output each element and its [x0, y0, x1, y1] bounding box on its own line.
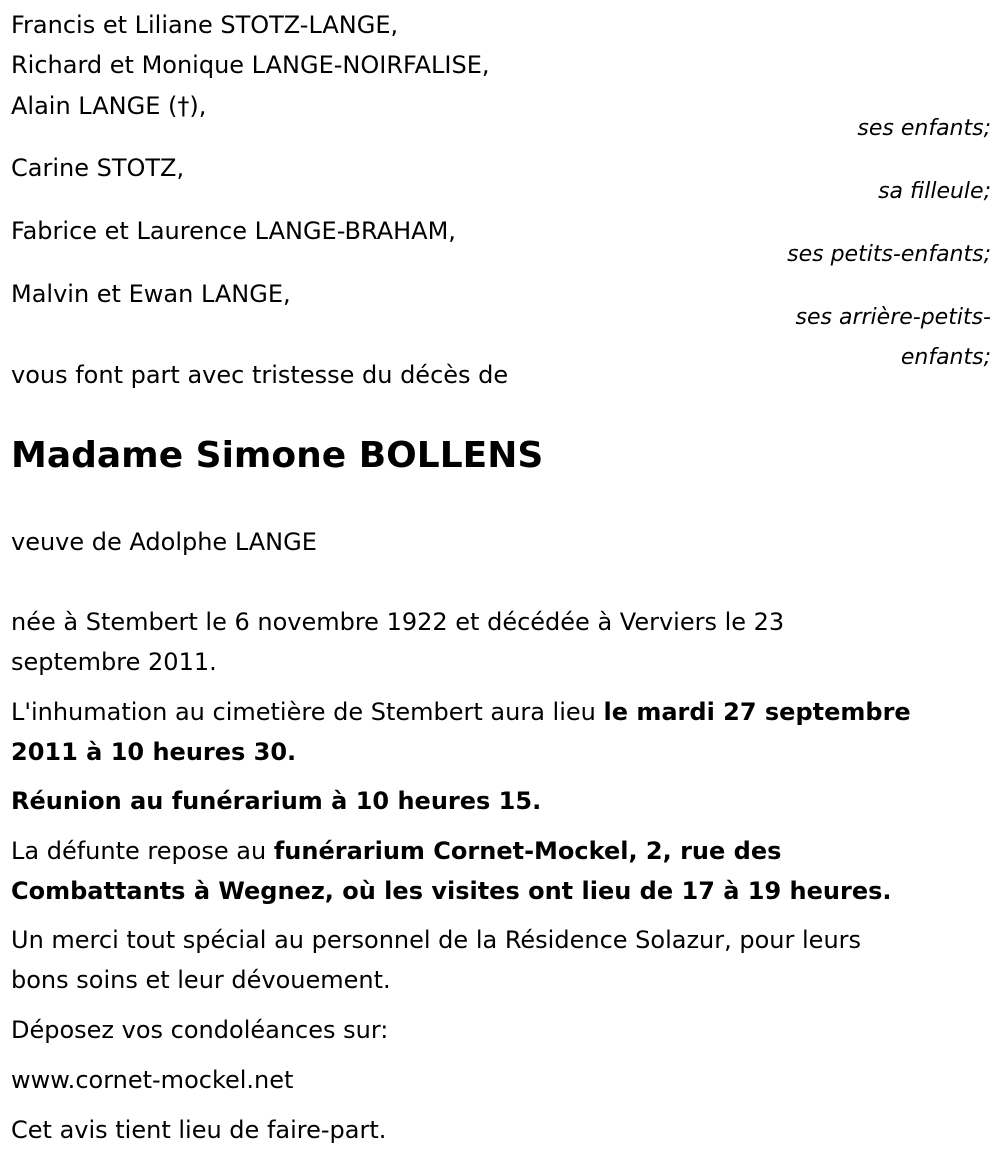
birth-death-line2: septembre 2011. — [11, 648, 217, 676]
widow-of: veuve de Adolphe LANGE — [11, 528, 317, 556]
family-member-4: Carine STOTZ, — [11, 154, 185, 182]
family-member-2: Richard et Monique LANGE-NOIRFALISE, — [11, 51, 490, 79]
thanks-line2: bons soins et leur dévouement. — [11, 966, 391, 994]
role-grandchildren: ses petits-enfants; — [787, 242, 991, 267]
closing-text: Cet avis tient lieu de faire-part. — [11, 1116, 387, 1144]
deceased-name: Madame Simone BOLLENS — [11, 435, 544, 476]
rest-text: La défunte repose au — [11, 837, 274, 865]
rest-address-part1: funérarium Cornet-Mockel, 2, rue des — [273, 837, 782, 865]
burial-line2: 2011 à 10 heures 30. — [11, 738, 297, 766]
role-great-grandchildren-line1: ses arrière-petits- — [795, 305, 991, 330]
website-link[interactable]: www.cornet-mockel.net — [11, 1066, 294, 1094]
burial-date: le mardi 27 septembre — [603, 698, 911, 726]
family-member-5: Fabrice et Laurence LANGE-BRAHAM, — [11, 217, 456, 245]
role-goddaughter: sa filleule; — [878, 179, 991, 204]
condolences-label: Déposez vos condoléances sur: — [11, 1016, 389, 1044]
family-member-3: Alain LANGE (†), — [11, 92, 207, 120]
rest-line1 — [11, 831, 781, 871]
family-member-1: Francis et Liliane STOTZ-LANGE, — [11, 11, 399, 39]
announcement-text: vous font part avec tristesse du décès de — [11, 361, 509, 389]
rest-line2: Combattants à Wegnez, où les visites ont lieu de 17 à 19 heures. — [11, 877, 892, 905]
birth-death-line1: née à Stembert le 6 novembre 1922 et décédée à Verviers le 23 — [11, 608, 785, 636]
role-great-grandchildren-line2: enfants; — [900, 345, 991, 370]
meeting-text: Réunion au funérarium à 10 heures 15. — [11, 787, 542, 815]
thanks-line1: Un merci tout spécial au personnel de la Résidence Solazur, pour leurs — [11, 926, 862, 954]
burial-text: L'inhumation au cimetière de Stembert aura lieu — [11, 698, 604, 726]
burial-line1 — [11, 692, 911, 732]
family-member-6: Malvin et Ewan LANGE, — [11, 280, 291, 308]
role-children: ses enfants; — [857, 116, 991, 141]
